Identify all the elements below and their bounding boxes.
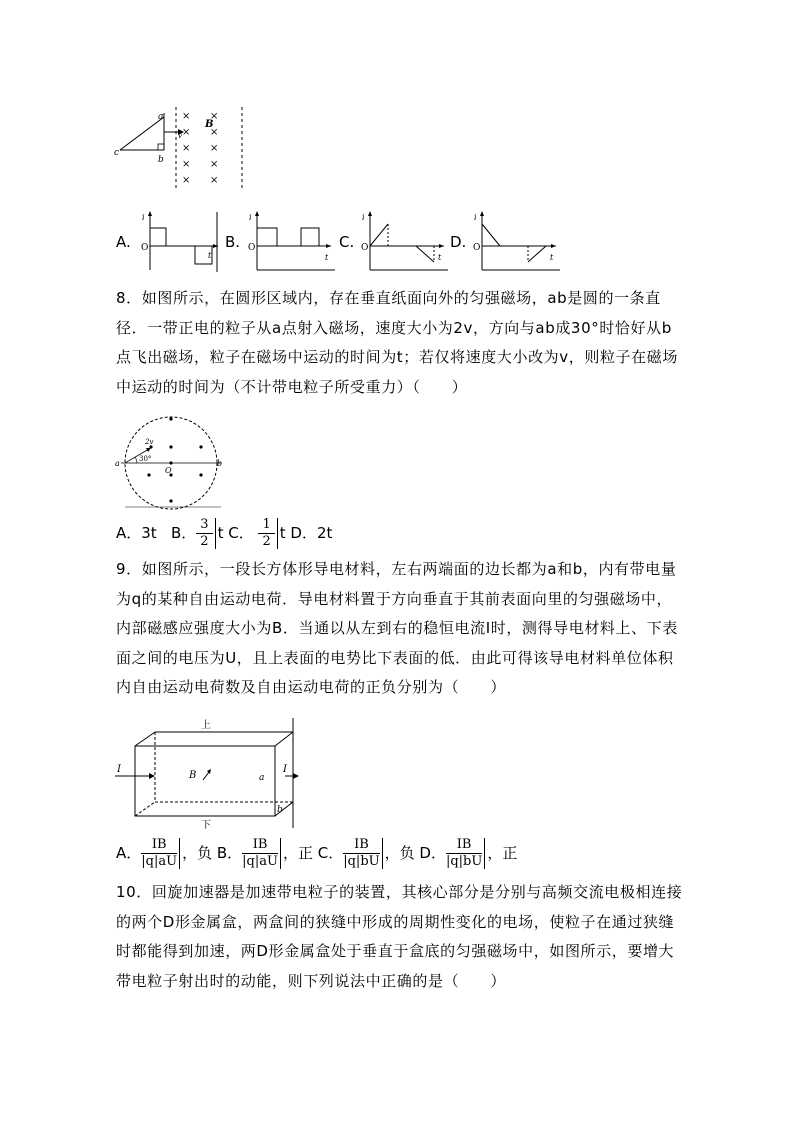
svg-text:b: b xyxy=(217,459,223,468)
q8-option-c-fraction: $\frac{1}{2}$ xyxy=(258,518,277,549)
svg-text:a: a xyxy=(115,459,120,468)
q8-circle-figure xyxy=(113,413,225,511)
svg-text:2v: 2v xyxy=(145,438,154,446)
svg-text:t: t xyxy=(550,253,554,262)
q9-option-c-fraction: $\frac{IB}{|q|bU}$ xyxy=(343,838,382,869)
q9-options: A． $\frac{IB}{|q|aU}$ ，负 B． $\frac{IB}{|q|aU}$ ，正 C． $\frac{IB}{|q|bU}$ ，负 D． $\frac{IB}{|q|bU}$ ，正 xyxy=(116,837,518,869)
svg-text:×: × xyxy=(210,143,219,154)
svg-text:×: × xyxy=(182,159,191,170)
svg-text:O: O xyxy=(361,243,369,253)
q7-option-a-letter: A. xyxy=(116,233,131,251)
q7-option-a-graph xyxy=(138,210,220,274)
svg-text:b: b xyxy=(277,805,283,815)
svg-text:O: O xyxy=(473,243,481,253)
q10-text: 10．回旋加速器是加速带电粒子的装置，其核心部分是分别与高频交流电极相连接的两个D形金属盒，两盒间的狭缝中形成的周期性变化的电场，使粒子在通过狭缝时都能得到加速，两D形金属盒处于垂直于盒底的匀强磁场中，如图所示，要增大带电粒子射出时的动能，则下列说法中正确的是（ ） xyxy=(116,883,683,990)
svg-text:t: t xyxy=(438,253,442,262)
svg-text:I: I xyxy=(117,764,121,775)
svg-text:t: t xyxy=(208,251,212,260)
q8-option-a: A．3t xyxy=(116,524,157,542)
svg-text:I: I xyxy=(283,764,287,775)
svg-text:×: × xyxy=(182,143,191,154)
svg-text:i: i xyxy=(474,213,477,222)
svg-text:30°: 30° xyxy=(139,455,152,463)
q7-option-c-letter: C. xyxy=(339,233,355,251)
q9-text: 9．如图所示，一段长方体形导电材料，左右两端面的边长都为a和b，内有带电量为q的某种自由运动电荷．导电材料置于方向垂直于其前表面向里的匀强磁场中，内部磁感应强度大小为B．当通以从左到右的稳恒电流I时，测得导电材料上、下表面之间的电压为U，且上表面的电势比下表面的低．由此可得该导电材料单位体积内自由运动电荷数及自由运动电荷的正负分别为（ ） xyxy=(116,560,678,696)
q8-text: 8．如图所示，在圆形区域内，存在垂直纸面向外的匀强磁场，ab是圆的一条直径．一带正电的粒子从a点射入磁场，速度大小为2v，方向与ab成30°时恰好从b点飞出磁场，粒子在磁场中运动的时间为t；若仅将速度大小改为v，则粒子在磁场中运动的时间为（不计带电粒子所受重力）（ ） xyxy=(116,289,678,396)
svg-text:i: i xyxy=(362,213,365,222)
svg-text:上: 上 xyxy=(201,720,211,731)
q8-option-c-suffix: t D．2t xyxy=(279,524,333,542)
q9-option-b-fraction: $\frac{IB}{|q|aU}$ xyxy=(242,838,281,869)
svg-text:×: × xyxy=(210,127,219,138)
svg-text:i: i xyxy=(142,213,145,222)
q9-option-a-fraction: $\frac{IB}{|q|aU}$ xyxy=(141,838,180,869)
q7-option-d-graph xyxy=(470,210,562,274)
q7-option-b-graph xyxy=(245,210,337,274)
label-v: v xyxy=(178,132,182,140)
svg-text:O: O xyxy=(248,243,256,253)
q8-option-b-suffix: t C． xyxy=(217,524,254,542)
svg-text:×: × xyxy=(210,175,219,186)
label-a: a xyxy=(158,112,164,122)
q7-option-c-graph xyxy=(358,210,450,274)
label-c: c xyxy=(114,148,120,158)
svg-text:t: t xyxy=(325,253,329,262)
q7-option-d-letter: D. xyxy=(450,233,467,251)
q8-option-b-fraction: $\frac{3}{2}$ xyxy=(196,518,215,549)
q8-option-b-prefix: B． xyxy=(171,524,197,542)
label-B: B xyxy=(205,119,214,130)
svg-text:×: × xyxy=(182,175,191,186)
svg-text:×: × xyxy=(210,111,219,122)
svg-text:×: × xyxy=(182,127,191,138)
svg-text:O: O xyxy=(141,243,149,253)
svg-text:a: a xyxy=(259,773,265,783)
label-b: b xyxy=(158,155,164,165)
q9-option-d-fraction: $\frac{IB}{|q|bU}$ xyxy=(446,838,485,869)
q9-block-figure xyxy=(113,716,299,830)
q7-option-b-letter: B. xyxy=(225,233,241,251)
svg-text:O: O xyxy=(165,466,172,475)
svg-text:×: × xyxy=(210,159,219,170)
svg-text:i: i xyxy=(249,213,252,222)
svg-text:下: 下 xyxy=(201,820,211,830)
q8-options xyxy=(116,518,332,549)
q7-triangle-figure xyxy=(112,105,252,193)
svg-text:B: B xyxy=(189,770,197,781)
svg-text:×: × xyxy=(182,111,191,122)
